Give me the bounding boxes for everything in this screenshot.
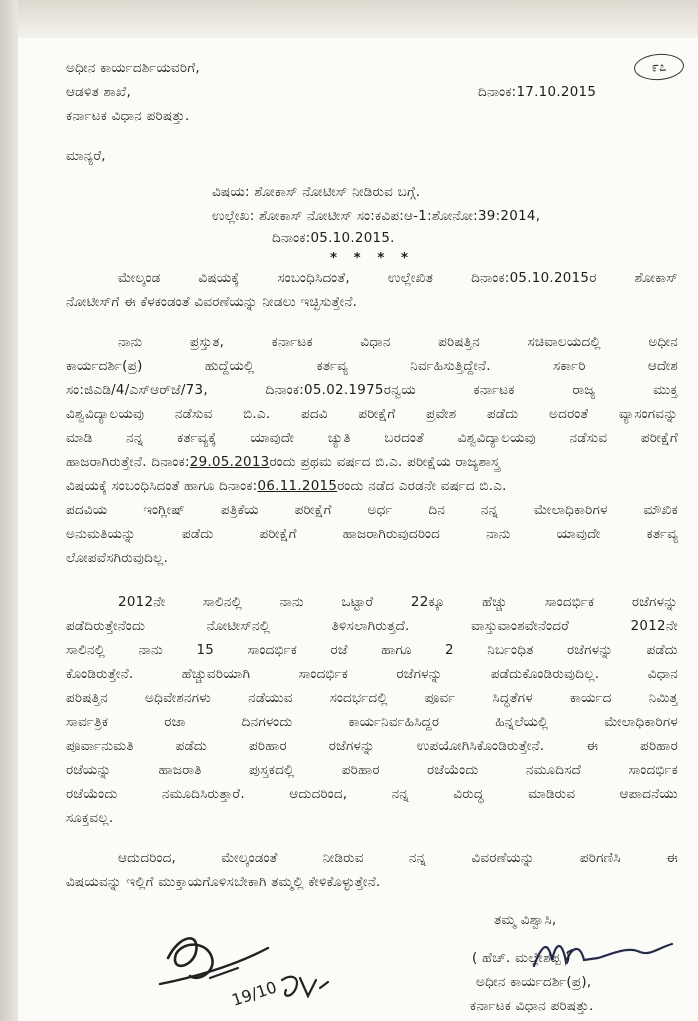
paragraph-4-line-2: ವಿಷಯವನ್ನು ಇಲ್ಲಿಗೆ ಮುಕ್ತಾಯಗೊಳಿಸಬೇಕಾಗಿ ತಮ್ಮಲ್ಲಿ ಕೇಳಿಕೊಳ್ಳುತ್ತೇನೆ.: [66, 875, 381, 890]
reference-line: ಉಲ್ಲೇಖ: ಶೋಕಾಸ್ ನೋಟೀಸ್ ಸಂ:ಕವಿಪ:ಆ-1:ಶೋನೋ:39:2014,: [212, 209, 541, 224]
paragraph-3-line-6: ಸಾರ್ವತ್ರಿಕ ರಜಾ ದಿನಗಳಂದು ಕಾರ್ಯನಿರ್ವಹಿಸಿದ್ದರ ಹಿನ್ನಲೆಯಲ್ಲಿ ಮೇಲಾಧಿಕಾರಿಗಳ: [66, 716, 678, 730]
paragraph-2-line-7: [66, 480, 507, 493]
paragraph-2-line-2: ಕಾರ್ಯದರ್ಶಿ(ಪ್ರ) ಹುದ್ದೆಯಲ್ಲಿ ಕರ್ತವ್ಯ ನಿರ್ವಹಿಸುತ್ತಿದ್ದೇನೆ. ಸರ್ಕಾರಿ ಆದೇಶ: [66, 360, 678, 374]
paragraph-2-line-7-start: ವಿಷಯಕ್ಕೆ ಸಂಬಂಧಿಸಿದಂತೆ ಹಾಗೂ ದಿನಾಂಕ:: [66, 479, 258, 494]
subject-line: ವಿಷಯ: ಶೋಕಾಸ್ ನೋಟೀಸ್ ನೀಡಿರುವ ಬಗ್ಗೆ.: [212, 185, 421, 200]
scan-edge-top: [0, 0, 698, 40]
paragraph-2-line-1: ನಾನು ಪ್ರಸ್ತುತ, ಕರ್ನಾಟಕ ವಿಧಾನ ಪರಿಷತ್ತಿನ ಸಚಿವಾಲಯದಲ್ಲಿ ಅಧೀನ: [118, 336, 678, 350]
scan-edge-left: [0, 0, 18, 1021]
paragraph-3-line-3: ಸಾಲಿನಲ್ಲಿ ನಾನು 15 ಸಾಂದರ್ಭಿಕ ರಜೆ ಹಾಗೂ 2 ನಿರ್ಬಂಧಿತ ರಜೆಗಳನ್ನು ಪಡೆದು: [66, 644, 678, 658]
handwritten-receipt-mark: [150, 928, 350, 1018]
paragraph-2-line-10: ಲೋಪವೆಸಗಿರುವುದಿಲ್ಲ.: [66, 551, 169, 566]
paragraph-2-line-8: ಪದವಿಯ ಇಂಗ್ಲೀಷ್ ಪತ್ರಿಕೆಯ ಪರೀಕ್ಷೆಗೆ ಅರ್ಧ ದಿನ ನನ್ನ ಮೇಲಾಧಿಕಾರಿಗಳ ಮೌಖಿಕ: [66, 504, 678, 518]
paragraph-2-line-6: [66, 456, 500, 469]
paragraph-1-line-1: ಮೇಲ್ಕಂಡ ವಿಷಯಕ್ಕೆ ಸಂಬಂಧಿಸಿದಂತೆ, ಉಲ್ಲೇಖಿತ ದಿನಾಂಕ:05.10.2015ರ ಶೋಕಾಸ್: [118, 272, 678, 286]
paragraph-2-line-6-start: ಹಾಜರಾಗಿರುತ್ತೇನೆ. ದಿನಾಂಕ:: [66, 455, 190, 470]
signatory-office: ಕರ್ನಾಟಕ ವಿಧಾನ ಪರಿಷತ್ತು.: [470, 999, 594, 1014]
paragraph-3-line-5: ಪರಿಷತ್ತಿನ ಅಧಿವೇಶನಗಳು ನಡೆಯುವ ಸಂದರ್ಭದಲ್ಲಿ ಪೂರ್ವ ಸಿದ್ಧತೆಗಳ ಕಾರ್ಯದ ನಿಮಿತ್ತ: [66, 692, 678, 706]
address-line-2: ಆಡಳಿತ ಶಾಖೆ,: [66, 85, 132, 100]
paragraph-3-line-7: ಪೂರ್ವಾನುಮತಿ ಪಡೆದು ಪರಿಹಾರ ರಜೆಗಳನ್ನು ಉಪಯೋಗಿಸಿಕೊಂಡಿರುತ್ತೇನೆ. ಈ ಪರಿಹಾರ: [66, 740, 678, 754]
reference-date: ದಿನಾಂಕ:05.10.2015.: [272, 231, 395, 246]
paragraph-3-line-1: 2012ನೇ ಸಾಲಿನಲ್ಲಿ ನಾನು ಒಟ್ಟಾರೆ 22ಕ್ಕೂ ಹೆಚ್ಚು ಸಾಂದರ್ಭಿಕ ರಜೆಗಳನ್ನು: [118, 596, 678, 610]
exam-date-1: 29.05.2013: [189, 455, 270, 470]
paragraph-2-line-4: ವಿಶ್ವವಿದ್ಯಾಲಯವು ನಡೆಸುವ ಬಿ.ಎ. ಪದವಿ ಪರೀಕ್ಷೆಗೆ ಪ್ರವೇಶ ಪಡೆದು ಅದರಂತೆ ವ್ಯಾಸಂಗವನ್ನು: [66, 408, 678, 422]
closing-line: ತಮ್ಮ ವಿಶ್ವಾಸಿ,: [494, 913, 557, 928]
paragraph-3-line-10: ಸೂಕ್ತವಲ್ಲ.: [66, 811, 114, 826]
paragraph-3-line-4: ಕೊಂಡಿರುತ್ತೇನೆ. ಹೆಚ್ಚುವರಿಯಾಗಿ ಸಾಂದರ್ಭಿಕ ರಜೆಗಳನ್ನು ಪಡೆದುಕೊಂಡಿರುವುದಿಲ್ಲ. ವಿಧಾನ: [66, 668, 678, 682]
paragraph-2-line-7-end: ರಂದು ನಡೆದ ಎರಡನೇ ವರ್ಷದ ಬಿ.ಎ.: [337, 479, 507, 494]
address-line-1: ಅಧೀನ ಕಾರ್ಯದರ್ಶಿಯವರಿಗೆ,: [66, 61, 200, 76]
paragraph-3-line-2: ಪಡೆದಿರುತ್ತೇನೆಂದು ನೋಟೀಸ್‌ನಲ್ಲಿ ತಿಳಿಸಲಾಗಿರುತ್ತದೆ. ವಾಸ್ತುವಾಂಶವೇನೆಂದರೆ 2012ನೇ: [66, 620, 678, 634]
exam-date-2: 06.11.2015: [257, 479, 338, 494]
page-number-mark: ೯೭: [633, 52, 685, 81]
signatory-name: ( ಹೆಚ್. ಮಲ್ಲೇಶಪ್ಪ ): [472, 951, 571, 966]
paragraph-3-line-8: ರಜೆಯನ್ನು ಹಾಜರಾತಿ ಪುಸ್ತಕದಲ್ಲಿ ಪರಿಹಾರ ರಜೆಯೆಂದು ನಮೂದಿಸದೆ ಸಾಂದರ್ಭಿಕ: [66, 764, 678, 778]
paragraph-2-line-3: ಸಂ:ಜಿಎಡಿ/4/ಎಸ್‌ಆರ್‌ಜೆ/73, ದಿನಾಂಕ:05.02.1975ರನ್ವಯ ಕರ್ನಾಟಕ ರಾಜ್ಯ ಮುಕ್ತ: [66, 384, 678, 398]
salutation: ಮಾನ್ಯರೆ,: [66, 149, 106, 164]
paragraph-2-line-5: ಮಾಡಿ ನನ್ನ ಕರ್ತವ್ಯಕ್ಕೆ ಯಾವುದೇ ಚ್ಯುತಿ ಬರದಂತೆ ವಿಶ್ವವಿದ್ಯಾಲಯವು ನಡೆಸುವ ಪರೀಕ್ಷೆಗೆ: [66, 432, 678, 446]
letter-date: ದಿನಾಂಕ:17.10.2015: [478, 85, 597, 100]
paragraph-1-line-2: ನೋಟೀಸ್‌ಗೆ ಈ ಕೆಳಕಂಡಂತೆ ವಿವರಣೆಯನ್ನು ನೀಡಲು ಇಚ್ಛಿಸುತ್ತೇನೆ.: [66, 295, 358, 310]
paragraph-3-line-9: ರಜೆಯೆಂದು ನಮೂದಿಸಿರುತ್ತಾರೆ. ಆದುದರಿಂದ, ನನ್ನ ವಿರುದ್ಧ ಮಾಡಿರುವ ಆಪಾದನೆಯು: [66, 788, 678, 802]
separator-stars: * * * *: [330, 251, 414, 266]
address-line-3: ಕರ್ನಾಟಕ ವಿಧಾನ ಪರಿಷತ್ತು.: [66, 109, 190, 124]
signatory-designation: ಅಧೀನ ಕಾರ್ಯದರ್ಶಿ(ಪ್ರ),: [476, 975, 592, 990]
handwritten-date: 19/10: [229, 977, 280, 1010]
paragraph-2-line-6-end: ರಂದು ಪ್ರಥಮ ವರ್ಷದ ಬಿ.ಎ. ಪರೀಕ್ಷೆಯ ರಾಜ್ಯಶಾಸ್ತ್ರ: [269, 455, 500, 470]
paragraph-2-line-9: ಅನುಮತಿಯನ್ನು ಪಡೆದು ಪರೀಕ್ಷೆಗೆ ಹಾಜರಾಗಿರುವುದರಿಂದ ನಾನು ಯಾವುದೇ ಕರ್ತವ್ಯ: [66, 528, 678, 542]
paragraph-4-line-1: ಆದುದರಿಂದ, ಮೇಲ್ಕಂಡಂತೆ ನೀಡಿರುವ ನನ್ನ ವಿವರಣೆಯನ್ನು ಪರಿಗಣಿಸಿ ಈ: [118, 852, 678, 866]
